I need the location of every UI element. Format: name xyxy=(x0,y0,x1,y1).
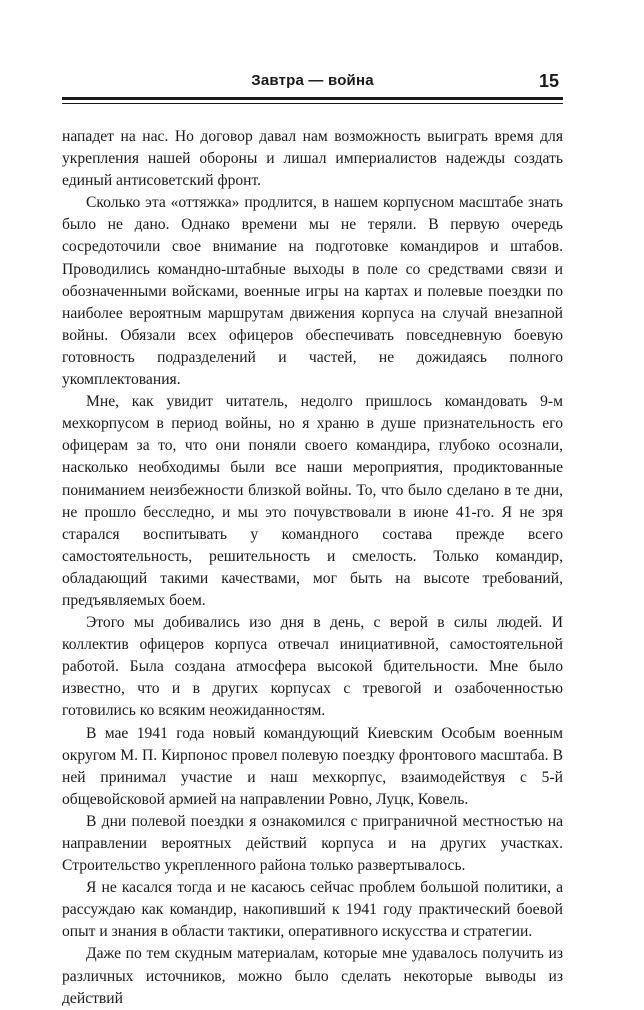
running-header xyxy=(62,72,563,94)
paragraph: Я не касался тогда и не касаюсь сейчас проблем большой политики, а рассуждаю как командир, накопивший к 1941 году практический боевой опыт и знания в области тактики, оперативного искусства и стратегии. xyxy=(62,879,563,941)
paragraph: В дни полевой поездки я ознакомился с приграничной местностью на направлении вероятных действий корпуса и на других участках. Строительство укрепленного района только развертывалось. xyxy=(62,812,563,875)
header-rule-thick xyxy=(62,97,563,100)
header-rule-thin xyxy=(62,103,563,104)
page-number: 15 xyxy=(538,71,559,91)
paragraph: Даже по тем скудным материалам, которые мне удавалось получить из различных источников, можно было сделать некоторые выводы из действий xyxy=(62,945,563,1007)
paragraph: Мне, как увидит читатель, недолго пришлось командовать 9-м мехкорпусом в период войны, но я храню в душе признательность его офицерам за то, что они поняли своего командира, глубоко осознали, насколько необходимы были все наши мероприятия, продиктованные пониманием неизбежности близкой войны. То, что было сделано в те дни, не прошло бесследно, и мы это почувствовали в июне 41-го. Я не зря старался воспитывать у командного состава прежде всего самостоятельность, решительность и смелость. Только командир, обладающий такими качествами, мог быть на высоте требований, предъявляемых боем. xyxy=(62,393,563,609)
running-title: Завтра — война xyxy=(251,72,374,89)
paragraph: В мае 1941 года новый командующий Киевским Особым военным округом М. П. Кирпонос провел полевую поездку фронтового масштаба. В ней принимал участие и наш мехкорпус, взаимодействуя с 5-й общевойсковой армией на направлении Ровно, Луцк, Ковель. xyxy=(62,724,563,808)
paragraph: Этого мы добивались изо дня в день, с верой в силы людей. И коллектив офицеров корпуса отвечал инициативной, самостоятельной работой. Была создана атмосфера высокой бдительности. Мне было известно, что и в других корпусах с тревогой и озабоченностью готовились ко всяким неожиданностям. xyxy=(62,614,563,720)
body-text xyxy=(62,126,563,1010)
paragraph: Сколько эта «оттяжка» продлится, в нашем корпусном масштабе знать было не дано. Однако времени мы не теряли. В первую очередь сосредоточили свое внимание на подготовке командиров и штабов. Проводились командно-штабные выходы в поле со средствами связи и обозначенными войсками, военные игры на картах и полевые поездки по наиболее вероятным маршрутам движения корпуса на случай внезапной войны. Обязали всех офицеров обеспечивать повседневную боевую готовность подразделений и частей, не дожидаясь полного укомплектования. xyxy=(62,194,563,389)
paragraph: нападет на нас. Но договор давал нам возможность выиграть время для укрепления нашей обороны и лишал империалистов надежды создать единый антисоветский фронт. xyxy=(62,128,563,190)
